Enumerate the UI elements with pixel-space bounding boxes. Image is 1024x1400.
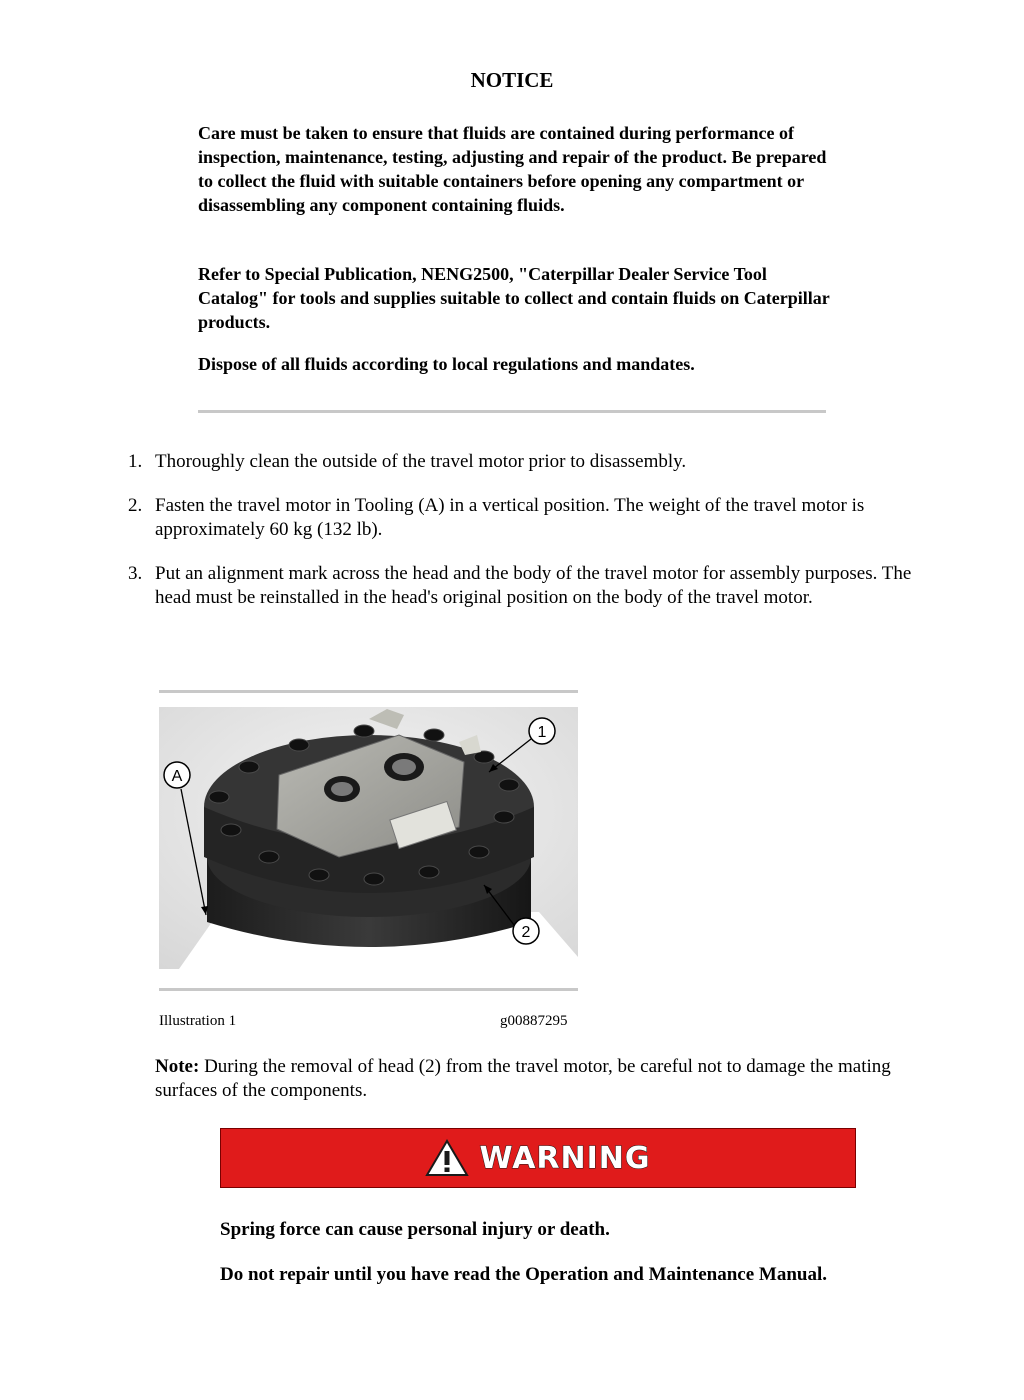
- port-hole: [392, 759, 416, 775]
- warning-line-2: Do not repair until you have read the Operation and Maintenance Manual.: [220, 1264, 827, 1285]
- warning-label: WARNING: [479, 1140, 651, 1176]
- notice-paragraph-1: Care must be taken to ensure that fluids are contained during performance of inspection, maintenance, testing, adjusting and repair of the product. Be prepared to collect the fluid with suitable containers before opening any compartment or disassembling any component containing fluids.: [198, 123, 827, 215]
- notice-divider: [198, 410, 826, 413]
- note-label: Note:: [155, 1056, 200, 1077]
- step-text: Put an alignment mark across the head and the body of the travel motor for assembly purposes. The head must be reinstalled in the head's original position on the body of the travel motor.: [155, 563, 912, 608]
- notice-paragraph-2: Refer to Special Publication, NENG2500, "Caterpillar Dealer Service Tool Catalog" for tools and supplies suitable to collect and contain fluids on Caterpillar products.: [198, 264, 830, 332]
- note-paragraph: [155, 1055, 915, 1103]
- step-number: 2.: [128, 495, 143, 516]
- note-text: During the removal of head (2) from the travel motor, be careful not to damage the mating surfaces of the components.: [155, 1056, 891, 1101]
- callout-1-label: 1: [537, 724, 547, 741]
- step-text: Thoroughly clean the outside of the travel motor prior to disassembly.: [155, 451, 687, 472]
- figure-caption-id: g00887295: [500, 1013, 568, 1029]
- callout-2-label: 2: [521, 924, 531, 941]
- warning-banner: [220, 1128, 856, 1188]
- notice-paragraph-3: Dispose of all fluids according to local regulations and mandates.: [198, 354, 695, 374]
- step-number: 3.: [128, 563, 143, 584]
- step-text: Fasten the travel motor in Tooling (A) in a vertical position. The weight of the travel motor is approximately 60 kg (132 lb).: [155, 495, 865, 540]
- warning-triangle-icon: [425, 1139, 469, 1177]
- figure-top-rule: [159, 690, 578, 693]
- travel-motor-photo: [159, 707, 578, 969]
- step-number: 1.: [128, 451, 143, 472]
- notice-title: NOTICE: [470, 68, 554, 92]
- port-hole: [331, 782, 353, 796]
- callout-a-label: A: [171, 768, 183, 785]
- warning-line-1: Spring force can cause personal injury or death.: [220, 1219, 610, 1240]
- figure-caption-label: Illustration 1: [159, 1013, 237, 1029]
- figure-bottom-rule: [159, 988, 578, 991]
